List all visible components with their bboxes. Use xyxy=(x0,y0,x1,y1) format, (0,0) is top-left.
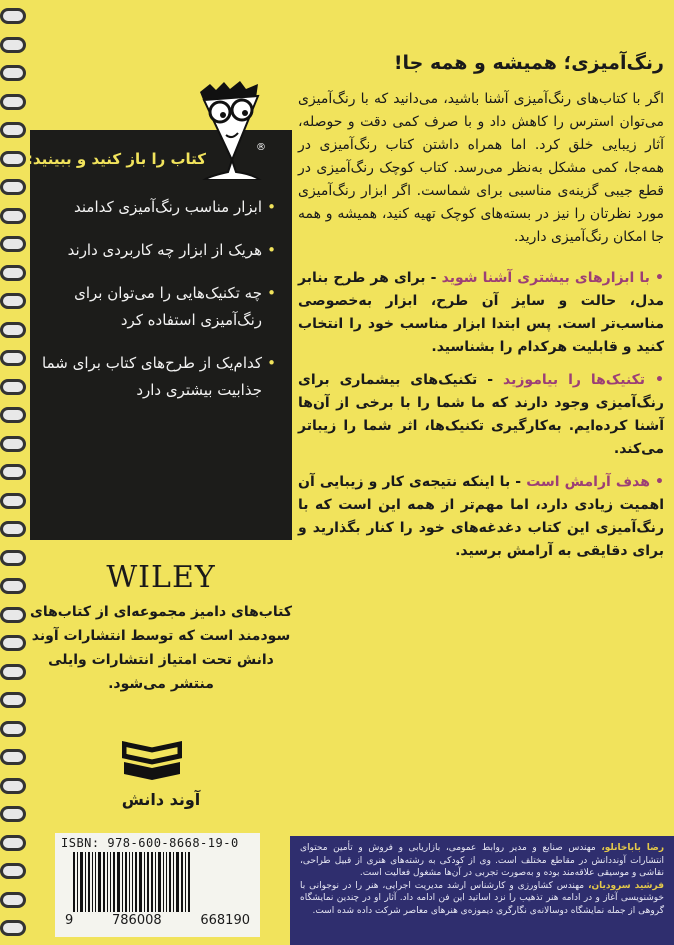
spiral-ring xyxy=(0,179,26,195)
barcode-bar xyxy=(125,852,127,912)
wiley-description: کتاب‌های دامیز مجموعه‌ای از کتاب‌های سودمند است که توسط انتشارات آوند دانش تحت امتیاز انتشارات وایلی منتشر می‌شود. xyxy=(30,604,292,692)
spiral-ring xyxy=(0,493,26,509)
barcode-bar xyxy=(95,852,96,912)
barcode-bar xyxy=(169,852,171,912)
barcode-digit: 668190 xyxy=(200,913,250,928)
barcode-digit: 9 xyxy=(65,913,74,928)
barcode-bar xyxy=(132,852,133,912)
barcode-bar xyxy=(122,852,123,912)
spiral-ring xyxy=(0,806,26,822)
bullet-text: - تکنیک‌های بیشماری برای رنگ‌آمیزی وجود دارند که ما شما را با برخی از آن‌ها آشنا کرده‌ایم. به‌کارگیری تکنیک‌ها، اثر شما را زیباتر می‌کند. xyxy=(298,372,664,457)
barcode-bar xyxy=(158,852,161,912)
barcode-bar xyxy=(147,852,149,912)
headline: رنگ‌آمیزی؛ همیشه و همه جا! xyxy=(393,52,664,74)
spiral-ring xyxy=(0,464,26,480)
bullet-lead: • هدف آرامش است xyxy=(526,474,664,490)
intro-paragraph: اگر با کتاب‌های رنگ‌آمیزی آشنا باشید، می‌دانید که با رنگ‌آمیزی می‌توان استرس را کاهش داد و با صرف کمی دقت و حوصله، آثار زیبایی خلق کرد. اما همراه داشتن کتاب رنگ‌آمیزی در همه‌جا، کمی مشکل به‌نظر می‌رسد. کتاب کوچک رنگ‌آمیزی در قطع جیبی گزینه‌ی مناسبی برای شماست. اگر ابزار رنگ‌آمیزی مورد نظرتان را نیز در بسته‌های کوچک تهیه کنید، همیشه و همه جا امکان رنگ‌آمیزی دارید. xyxy=(298,91,664,245)
barcode-bar xyxy=(155,852,156,912)
barcode-bar xyxy=(139,852,142,912)
spiral-ring xyxy=(0,37,26,53)
barcode-bar xyxy=(85,852,86,912)
barcode-bar xyxy=(135,852,137,912)
spiral-ring xyxy=(0,322,26,338)
spiral-ring xyxy=(0,920,26,936)
bullet-lead: • تکنیک‌ها را بیاموزید xyxy=(503,372,664,388)
spiral-binding xyxy=(0,0,28,945)
registered-mark: ® xyxy=(256,142,266,153)
author-name: فرشید سرودیان، xyxy=(588,880,665,891)
spiral-ring xyxy=(0,721,26,737)
barcode-bar xyxy=(181,852,183,912)
feature-box-title: کتاب را باز کنید و ببینید: xyxy=(26,150,206,168)
bullet-text: - برای هر طرح بنابر مدل، حالت و سایز آن طرح، ابزار به‌خصوصی مناسب‌تر است. پس ابتدا ابزار مناسب خود را انتخاب کنید و قابلیت هرکدام را بشناسید. xyxy=(298,270,664,355)
barcode-bar xyxy=(73,852,75,912)
barcode-bar xyxy=(110,852,111,912)
barcode-bar xyxy=(92,852,93,912)
spiral-ring xyxy=(0,379,26,395)
description-column xyxy=(298,52,664,573)
barcode-bars xyxy=(61,852,254,912)
barcode-bar xyxy=(151,852,153,912)
wiley-logo: WILEY xyxy=(106,560,216,595)
spiral-ring xyxy=(0,521,26,537)
authors-box xyxy=(290,836,674,945)
barcode-bar xyxy=(166,852,167,912)
spiral-ring xyxy=(0,94,26,110)
barcode-bar xyxy=(176,852,179,912)
spiral-ring xyxy=(0,835,26,851)
bullet-text: - با اینکه نتیجه‌ی کار و زیبایی آن اهمیت زیادی دارد، اما مهم‌تر از همه این است که با رنگ‌آمیزی این کتاب دغدغه‌های خود را کنار بگذارید و برای دقایقی به آرامش برسید. xyxy=(298,474,664,559)
barcode-bar xyxy=(98,852,101,912)
spiral-ring xyxy=(0,749,26,765)
barcode-bar xyxy=(185,852,186,912)
barcode-bar xyxy=(188,852,190,912)
benefit-bullet xyxy=(298,267,664,359)
spiral-ring xyxy=(0,778,26,794)
feature-item: • چه تکنیک‌هایی را می‌توان برای رنگ‌آمیزی استفاده کرد xyxy=(40,280,276,334)
spiral-ring xyxy=(0,863,26,879)
publisher-name: آوند دانش xyxy=(121,790,201,809)
feature-item: • کدام‌یک از طرح‌های کتاب برای شما جذابیت بیشتری دارد xyxy=(40,350,276,404)
spiral-ring xyxy=(0,607,26,623)
isbn-text: ISBN: 978-600-8668-19-0 xyxy=(61,836,239,850)
barcode-digit: 786008 xyxy=(112,913,162,928)
spiral-ring xyxy=(0,265,26,281)
spiral-ring xyxy=(0,436,26,452)
author-bio: مهندس صنایع و مدیر روابط عمومی، بازاریابی و فروش و تأمین محتوای انتشارات آونددانش در مقاطع مختلف است. وی از کودکی به رشته‌های هنری از قبیل طراحی، نقاشی و موسیقی علاقه‌مند بوده و به‌صورت تجربی در آن‌ها مشغول فعالیت است. xyxy=(300,843,664,878)
barcode-bar xyxy=(163,852,164,912)
barcode-bar xyxy=(103,852,105,912)
author-name: رضا باباخانلو، xyxy=(601,843,664,853)
spiral-ring xyxy=(0,151,26,167)
feature-box xyxy=(26,130,292,540)
spiral-ring xyxy=(0,8,26,24)
spiral-ring xyxy=(0,692,26,708)
isbn-barcode xyxy=(55,833,260,937)
barcode-bar xyxy=(144,852,145,912)
barcode-bar xyxy=(88,852,90,912)
feature-item: • ابزار مناسب رنگ‌آمیزی کدامند xyxy=(40,194,276,221)
publisher-book-logo-icon xyxy=(122,740,182,780)
spiral-ring xyxy=(0,208,26,224)
spiral-ring xyxy=(0,407,26,423)
spiral-ring xyxy=(0,664,26,680)
benefit-bullet xyxy=(298,369,664,461)
spiral-ring xyxy=(0,122,26,138)
spiral-ring xyxy=(0,578,26,594)
spiral-ring xyxy=(0,350,26,366)
dummies-mascot-icon xyxy=(190,80,270,180)
bullet-lead: • با ابزارهای بیشتری آشنا شوید xyxy=(441,270,664,286)
benefit-bullet xyxy=(298,471,664,563)
author-bio: مهندس کشاورزی و کارشناس ارشد مدیریت اجرایی، هنر را در نوجوانی با خوشنویسی آغاز و در ادامه هنر تذهیب را نزد اساتید این فن ادامه داد. آثار او در چندین نمایشگاه گروهی از جمله نمایشگاه دوسالانه‌ی نگارگری دیموزه‌ی هنرهای معاصر شرکت داده شده است. xyxy=(300,880,664,916)
barcode-bar xyxy=(117,852,120,912)
spiral-ring xyxy=(0,236,26,252)
barcode-bar xyxy=(113,852,115,912)
spiral-ring xyxy=(0,635,26,651)
barcode-bar xyxy=(129,852,130,912)
barcode-bar xyxy=(173,852,174,912)
barcode-bar xyxy=(77,852,78,912)
spiral-ring xyxy=(0,550,26,566)
feature-item: • هریک از ابزار چه کاربردی دارند xyxy=(40,237,276,264)
barcode-bar xyxy=(107,852,108,912)
spiral-ring xyxy=(0,892,26,908)
spiral-ring xyxy=(0,293,26,309)
spiral-ring xyxy=(0,65,26,81)
barcode-bar xyxy=(80,852,83,912)
